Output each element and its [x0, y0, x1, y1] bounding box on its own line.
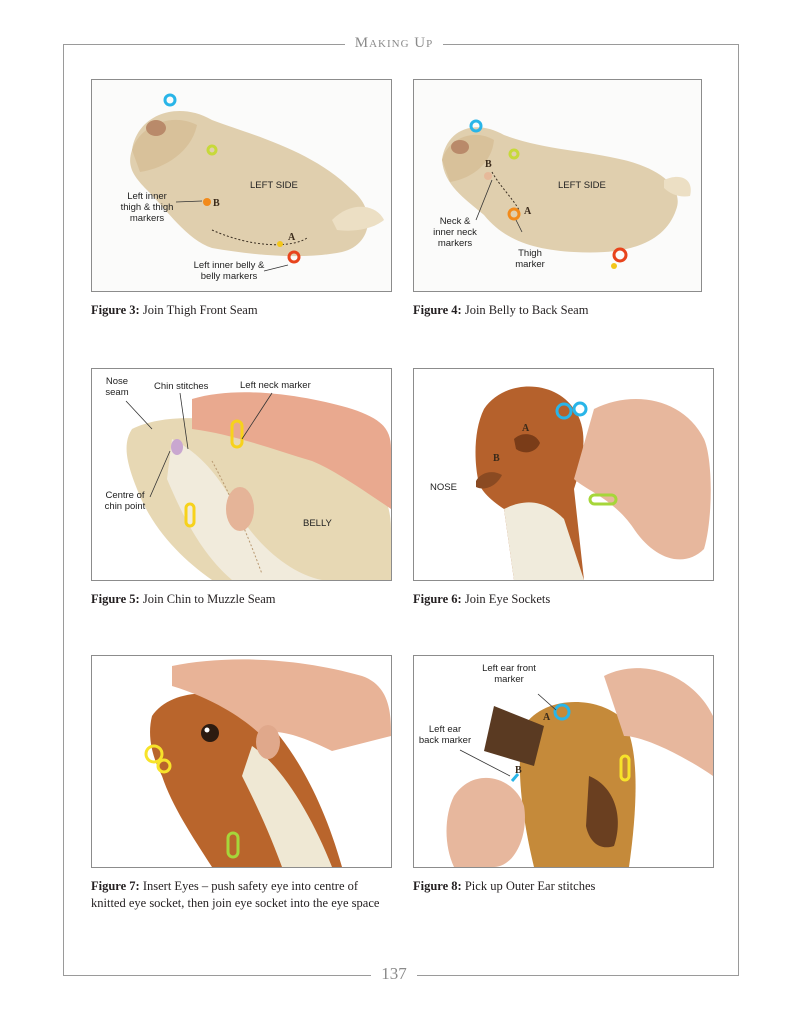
marker-b: B [515, 765, 522, 776]
label-left-inner-belly: Left inner belly & belly markers [193, 260, 265, 282]
page-header [0, 34, 788, 52]
outer-ear-illustration [414, 656, 713, 867]
caption-label: Figure 7: [91, 879, 140, 893]
label-left-neck-marker: Left neck marker [240, 380, 311, 391]
caption-label: Figure 3: [91, 303, 140, 317]
figure-4-photo [413, 79, 702, 292]
caption-label: Figure 5: [91, 592, 140, 606]
caption-label: Figure 6: [413, 592, 462, 606]
label-nose: NOSE [430, 482, 457, 493]
marker-a: A [288, 232, 296, 243]
marker-b: B [213, 198, 220, 209]
caption-label: Figure 4: [413, 303, 462, 317]
label-neck-markers: Neck & inner neck markers [433, 216, 477, 249]
figure-8-caption [413, 878, 703, 895]
label-left-ear-front-marker: Left ear front marker [482, 663, 536, 685]
figure-4-caption [413, 302, 703, 319]
figure-3-caption [91, 302, 391, 319]
label-left-side: LEFT SIDE [558, 180, 606, 191]
caption-text: Pick up Outer Ear stitches [464, 879, 596, 893]
label-thigh-marker: Thigh marker [515, 248, 545, 270]
label-chin-stitches: Chin stitches [154, 381, 209, 392]
label-left-ear-back-marker: Left ear back marker [418, 724, 472, 746]
caption-text: Join Chin to Muzzle Seam [142, 592, 276, 606]
marker-b: B [493, 453, 500, 464]
page-number: 137 [371, 964, 417, 983]
caption-text: Insert Eyes – push safety eye into centre of knitted eye socket, then join eye socket into the eye space [91, 879, 380, 910]
eye-socket-illustration [414, 369, 713, 580]
figure-6-photo [413, 368, 714, 581]
marker-a: A [524, 206, 532, 217]
section-title: Making Up [345, 35, 443, 51]
figure-7-photo [91, 655, 392, 868]
figure-3-photo [91, 79, 392, 292]
caption-text: Join Eye Sockets [464, 592, 551, 606]
label-left-inner-thigh: Left inner thigh & thigh markers [120, 191, 174, 224]
label-centre-chin-point: Centre of chin point [104, 490, 146, 512]
caption-label: Figure 8: [413, 879, 462, 893]
figure-5-photo [91, 368, 392, 581]
insert-eyes-illustration [92, 656, 391, 867]
label-nose-seam: Nose seam [105, 376, 129, 398]
page-footer [0, 964, 788, 984]
marker-b: B [485, 159, 492, 170]
figure-7-caption [91, 878, 391, 912]
label-left-side: LEFT SIDE [250, 180, 298, 191]
figure-8-photo [413, 655, 714, 868]
caption-text: Join Belly to Back Seam [464, 303, 589, 317]
marker-a: A [522, 423, 530, 434]
chin-seam-illustration [92, 369, 391, 580]
caption-text: Join Thigh Front Seam [142, 303, 258, 317]
figure-6-caption [413, 591, 703, 608]
marker-a: A [543, 712, 551, 723]
label-belly: BELLY [303, 518, 332, 529]
figure-5-caption [91, 591, 391, 608]
